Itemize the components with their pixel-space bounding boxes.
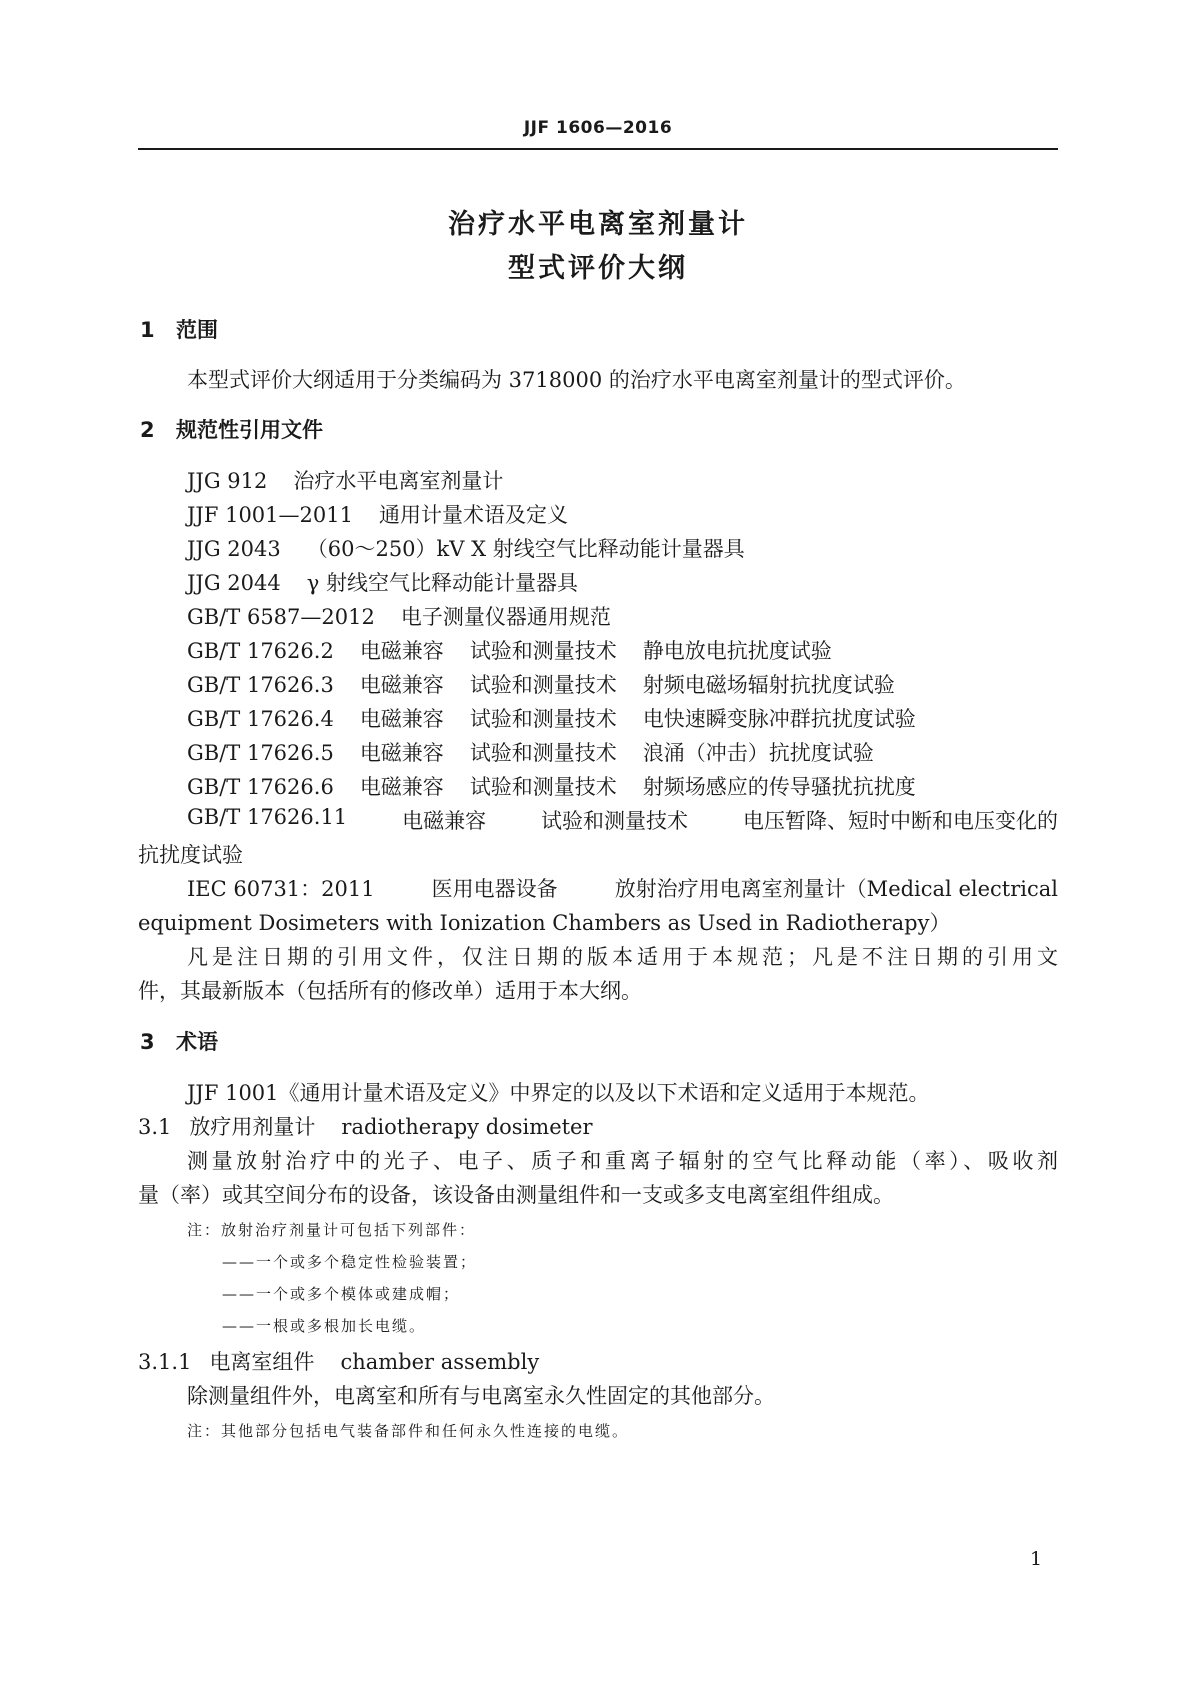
section-title: 范围 bbox=[176, 318, 218, 342]
reference-part: 试验和测量技术 bbox=[469, 775, 617, 799]
reference-code: GB/T 17626.11 bbox=[187, 805, 348, 829]
document-title-line2: 型式评价大纲 bbox=[508, 253, 688, 284]
reference-title: 射频电磁场辐射抗扰度试验 bbox=[642, 673, 895, 697]
reference-item bbox=[187, 533, 745, 563]
reference-code: GB/T 6587—2012 bbox=[187, 605, 375, 629]
term-3-1-note: 注：放射治疗剂量计可包括下列部件： bbox=[187, 1221, 477, 1239]
reference-part: 电磁兼容 bbox=[359, 741, 444, 765]
term-zh: 放疗用剂量计 bbox=[189, 1115, 316, 1139]
note-list-item: ——一个或多个稳定性检验装置； bbox=[222, 1253, 478, 1271]
reference-code: JJF 1001—2011 bbox=[187, 503, 353, 527]
reference-code: JJG 2044 bbox=[187, 571, 281, 595]
section-number: 2 bbox=[140, 418, 155, 442]
reference-title: 电子测量仪器通用规范 bbox=[400, 605, 611, 629]
reference-code: IEC 60731：2011 bbox=[187, 877, 375, 901]
reference-part: 试验和测量技术 bbox=[469, 639, 617, 663]
reference-item bbox=[187, 567, 578, 597]
reference-item bbox=[187, 499, 568, 529]
reference-code: GB/T 17626.6 bbox=[187, 775, 334, 799]
section-3-intro: JJF 1001《通用计量术语及定义》中界定的以及以下术语和定义适用于本规范。 bbox=[187, 1081, 930, 1105]
note-list-item: ——一个或多个模体或建成帽； bbox=[222, 1285, 461, 1303]
term-en: radiotherapy dosimeter bbox=[341, 1115, 593, 1139]
term-3-1-definition-line2: 量（率）或其空间分布的设备，该设备由测量组件和一支或多支电离室组件组成。 bbox=[138, 1183, 894, 1207]
reference-code: JJG 912 bbox=[187, 469, 268, 493]
reference-part: 电磁兼容 bbox=[359, 639, 444, 663]
term-zh: 电离室组件 bbox=[209, 1350, 315, 1374]
reference-part: 电磁兼容 bbox=[359, 673, 444, 697]
reference-code: GB/T 17626.3 bbox=[187, 673, 334, 697]
section-2-heading bbox=[140, 414, 323, 444]
section-number: 1 bbox=[140, 318, 155, 342]
reference-part: 试验和测量技术 bbox=[469, 741, 617, 765]
header-rule bbox=[138, 148, 1058, 150]
term-3-1-1-note: 注：其他部分包括电气装备部件和任何永久性连接的电缆。 bbox=[187, 1422, 630, 1440]
section-3-heading bbox=[140, 1026, 218, 1056]
reference-title: 电快速瞬变脉冲群抗扰度试验 bbox=[642, 707, 916, 731]
term-3-1-1-heading bbox=[138, 1346, 539, 1376]
section-title: 术语 bbox=[176, 1030, 218, 1054]
term-3-1-1-definition: 除测量组件外，电离室和所有与电离室永久性固定的其他部分。 bbox=[187, 1384, 775, 1408]
page-number: 1 bbox=[1030, 1548, 1043, 1570]
reference-item bbox=[187, 465, 503, 495]
reference-part: 试验和测量技术 bbox=[541, 809, 689, 833]
term-3-1-heading bbox=[138, 1111, 593, 1141]
reference-code: GB/T 17626.5 bbox=[187, 741, 334, 765]
reference-code: JJG 2043 bbox=[187, 537, 281, 561]
document-code-header: JJF 1606—2016 bbox=[523, 118, 673, 138]
reference-title: 静电放电抗扰度试验 bbox=[642, 639, 832, 663]
section-2-note-line1: 凡是注日期的引用文件，仅注日期的版本适用于本规范；凡是不注日期的引用文 bbox=[187, 945, 1058, 969]
reference-part: 电磁兼容 bbox=[359, 707, 444, 731]
section-2-note-line2: 件，其最新版本（包括所有的修改单）适用于本大纲。 bbox=[138, 979, 642, 1003]
reference-part: 电磁兼容 bbox=[359, 775, 444, 799]
reference-continuation: equipment Dosimeters with Ionization Chambers as Used in Radiotherapy） bbox=[138, 911, 951, 935]
reference-title: 浪涌（冲击）抗扰度试验 bbox=[642, 741, 874, 765]
reference-title: 治疗水平电离室剂量计 bbox=[293, 469, 504, 493]
reference-code: GB/T 17626.4 bbox=[187, 707, 334, 731]
term-3-1-definition-line1: 测量放射治疗中的光子、电子、质子和重离子辐射的空气比释动能（率）、吸收剂 bbox=[187, 1149, 1058, 1173]
reference-item bbox=[187, 669, 895, 699]
reference-item bbox=[187, 805, 1058, 835]
reference-item bbox=[187, 635, 832, 665]
reference-title: 电压暂降、短时中断和电压变化的 bbox=[742, 809, 1058, 833]
section-1-body: 本型式评价大纲适用于分类编码为 3718000 的治疗水平电离室剂量计的型式评价。 bbox=[187, 368, 966, 392]
reference-part: 试验和测量技术 bbox=[469, 707, 617, 731]
reference-part: 医用电器设备 bbox=[431, 877, 558, 901]
section-1-heading bbox=[140, 314, 218, 344]
reference-title: γ 射线空气比释动能计量器具 bbox=[306, 571, 578, 595]
reference-title: （60～250）kV X 射线空气比释动能计量器具 bbox=[306, 537, 745, 561]
section-number: 3 bbox=[140, 1030, 155, 1054]
reference-part: 试验和测量技术 bbox=[469, 673, 617, 697]
reference-item bbox=[187, 873, 1058, 903]
section-title: 规范性引用文件 bbox=[176, 418, 323, 442]
reference-continuation: 抗扰度试验 bbox=[138, 843, 243, 867]
note-list-item: ——一根或多根加长电缆。 bbox=[222, 1317, 427, 1335]
document-title-line1: 治疗水平电离室剂量计 bbox=[448, 209, 748, 240]
reference-title: 通用计量术语及定义 bbox=[378, 503, 568, 527]
reference-item bbox=[187, 703, 916, 733]
reference-part: 电磁兼容 bbox=[402, 809, 487, 833]
term-en: chamber assembly bbox=[340, 1350, 540, 1374]
reference-code: GB/T 17626.2 bbox=[187, 639, 334, 663]
term-number: 3.1 bbox=[138, 1115, 172, 1139]
reference-title: 放射治疗用电离室剂量计（Medical electrical bbox=[614, 877, 1058, 901]
reference-item bbox=[187, 601, 611, 631]
reference-item bbox=[187, 737, 874, 767]
term-number: 3.1.1 bbox=[138, 1350, 192, 1374]
reference-title: 射频场感应的传导骚扰抗扰度 bbox=[642, 775, 916, 799]
reference-item bbox=[187, 771, 916, 801]
